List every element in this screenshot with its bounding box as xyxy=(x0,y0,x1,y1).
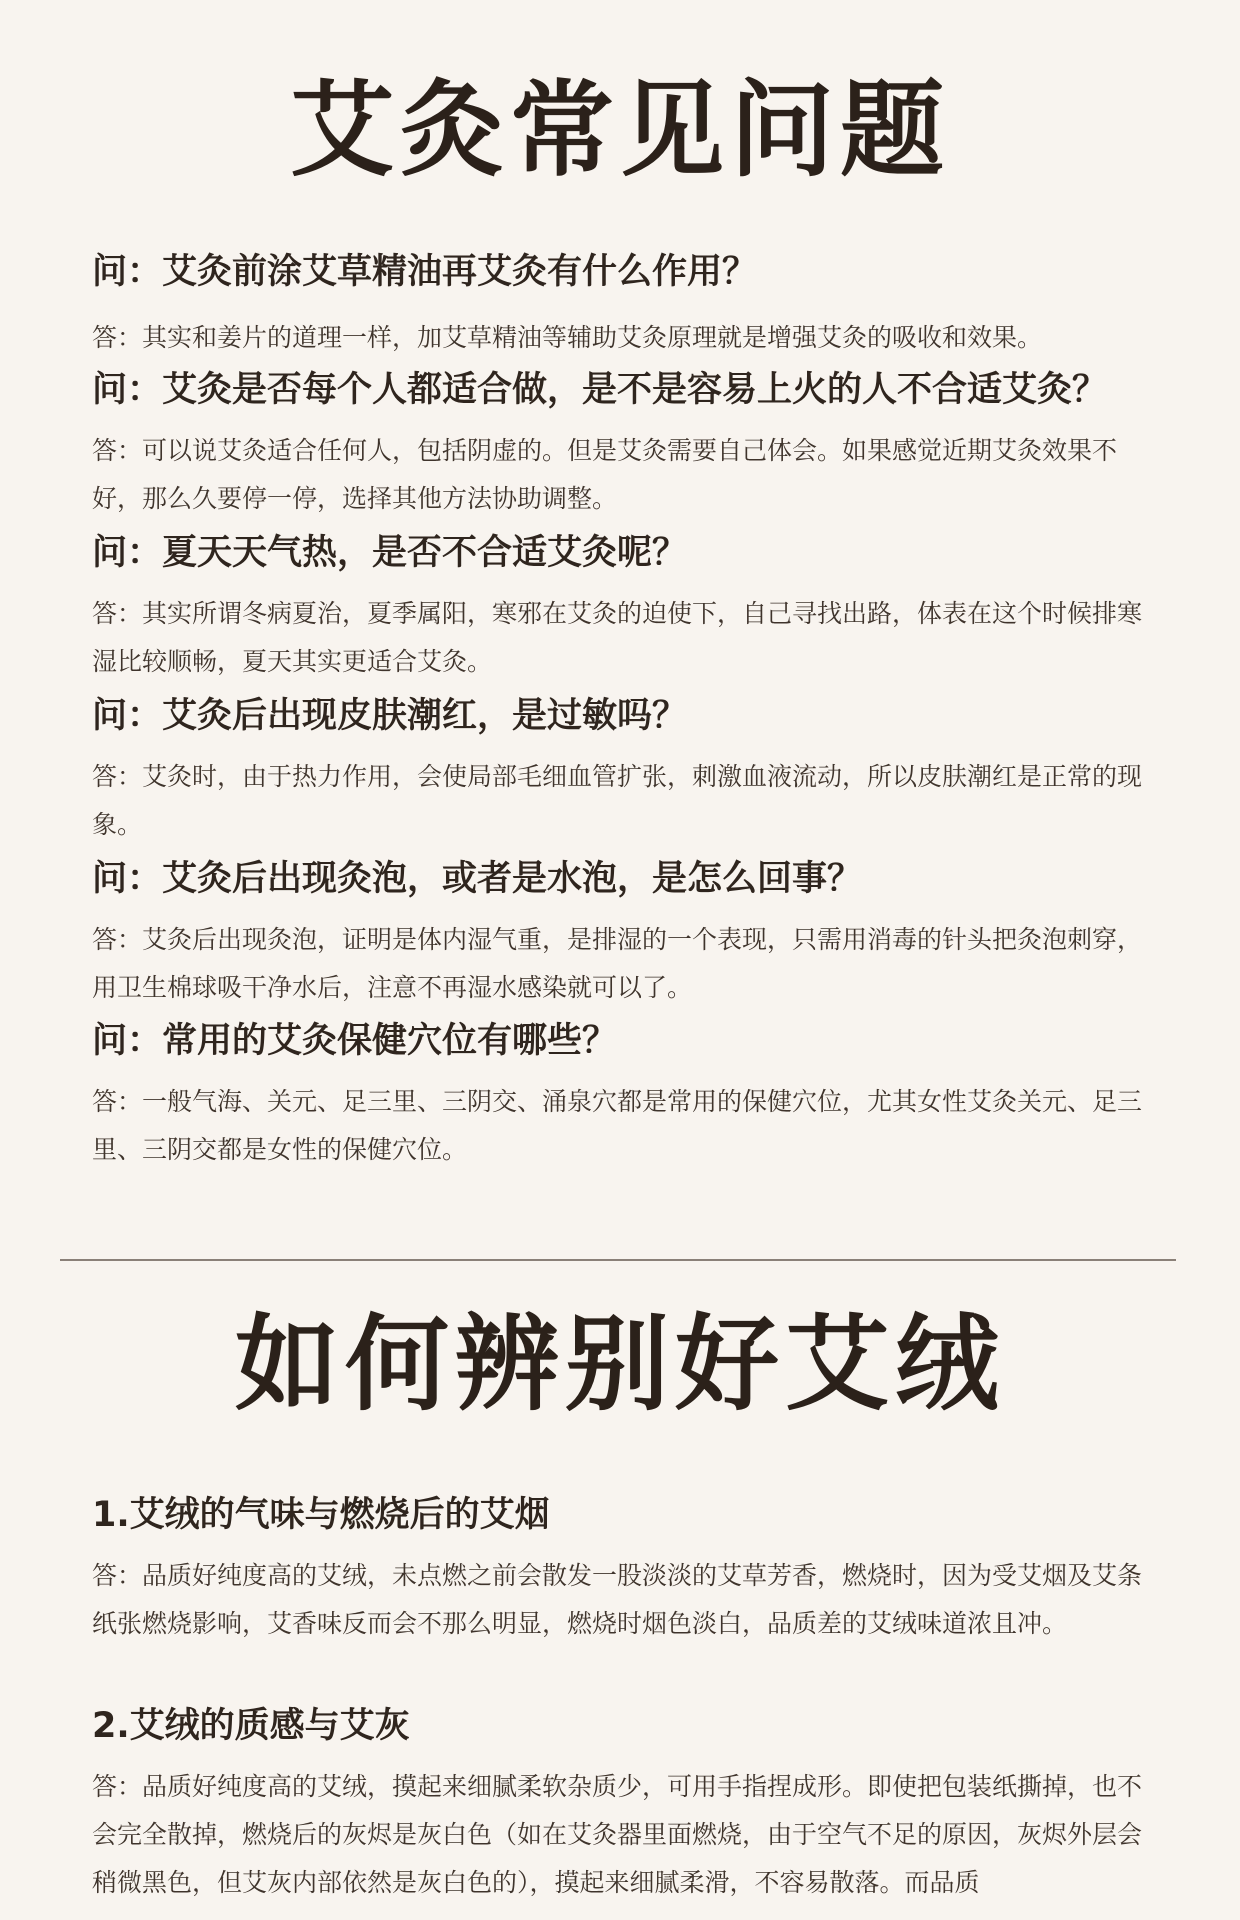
faq-item xyxy=(92,692,1152,740)
faq-answer: 答：其实和姜片的道理一样，加艾草精油等辅助艾灸原理就是增强艾灸的吸收和效果。 xyxy=(92,323,1043,352)
faq-question: 问：常用的艾灸保健穴位有哪些？ xyxy=(92,1021,618,1061)
faq-answer: 答：艾灸时，由于热力作用，会使局部毛细血管扩张，刺激血液流动，所以皮肤潮红是正常的现象。 xyxy=(92,762,1143,839)
faq-answer: 答：艾灸后出现灸泡，证明是体内湿气重，是排湿的一个表现，只需用消毒的针头把灸泡刺穿，用卫生棉球吸干净水后，注意不再湿水感染就可以了。 xyxy=(92,925,1143,1002)
faq-question: 问：艾灸后出现皮肤潮红，是过敏吗？ xyxy=(92,696,688,736)
faq-item xyxy=(92,248,1152,296)
identify-item xyxy=(92,1491,1152,1539)
identify-section-title: 如何辨别好艾绒 xyxy=(234,1303,1005,1425)
faq-answer-block xyxy=(92,1078,1152,1174)
identify-answer: 答：品质好纯度高的艾绒，摸起来细腻柔软杂质少，可用手指捏成形。即使把包装纸撕掉，也不会完全散掉，燃烧后的灰烬是灰白色（如在艾灸器里面燃烧，由于空气不足的原因，灰烬外层会稍微黑色，但艾灰内部依然是灰白色的），摸起来细腻柔滑，不容易散落。而品质 xyxy=(92,1772,1143,1897)
faq-question: 问：艾灸后出现灸泡，或者是水泡，是怎么回事？ xyxy=(92,859,863,899)
faq-answer: 答：一般气海、关元、足三里、三阴交、涌泉穴都是常用的保健穴位，尤其女性艾灸关元、足三里、三阴交都是女性的保健穴位。 xyxy=(92,1087,1143,1164)
faq-question: 问：艾灸前涂艾草精油再艾灸有什么作用？ xyxy=(92,252,758,292)
faq-section-title: 艾灸常见问题 xyxy=(289,69,950,191)
faq-answer-block xyxy=(92,590,1152,686)
faq-answer-block xyxy=(92,753,1152,849)
identify-item xyxy=(92,1702,1152,1750)
faq-answer: 答：其实所谓冬病夏治，夏季属阳，寒邪在艾灸的迫使下，自己寻找出路，体表在这个时候排寒湿比较顺畅，夏天其实更适合艾灸。 xyxy=(92,599,1143,676)
faq-item xyxy=(92,529,1152,577)
faq-item xyxy=(92,1017,1152,1065)
identify-heading: 1.艾绒的气味与燃烧后的艾烟 xyxy=(92,1495,550,1535)
faq-question: 问：夏天天气热，是否不合适艾灸呢？ xyxy=(92,533,688,573)
identify-answer: 答：品质好纯度高的艾绒，未点燃之前会散发一股淡淡的艾草芳香，燃烧时，因为受艾烟及艾条纸张燃烧影响，艾香味反而会不那么明显，燃烧时烟色淡白，品质差的艾绒味道浓且冲。 xyxy=(92,1561,1143,1638)
faq-answer-block xyxy=(92,916,1152,1012)
faq-item xyxy=(92,366,1152,414)
identify-answer-block xyxy=(92,1552,1152,1648)
faq-answer-block xyxy=(92,427,1152,523)
faq-answer-block xyxy=(92,314,1152,362)
identify-heading: 2.艾绒的质感与艾灰 xyxy=(92,1706,410,1746)
faq-item xyxy=(92,855,1152,903)
faq-question: 问：艾灸是否每个人都适合做，是不是容易上火的人不合适艾灸？ xyxy=(92,370,1108,410)
section-divider xyxy=(60,1259,1176,1261)
faq-answer: 答：可以说艾灸适合任何人，包括阴虚的。但是艾灸需要自己体会。如果感觉近期艾灸效果不好，那么久要停一停，选择其他方法协助调整。 xyxy=(92,436,1118,513)
identify-answer-block xyxy=(92,1763,1152,1907)
